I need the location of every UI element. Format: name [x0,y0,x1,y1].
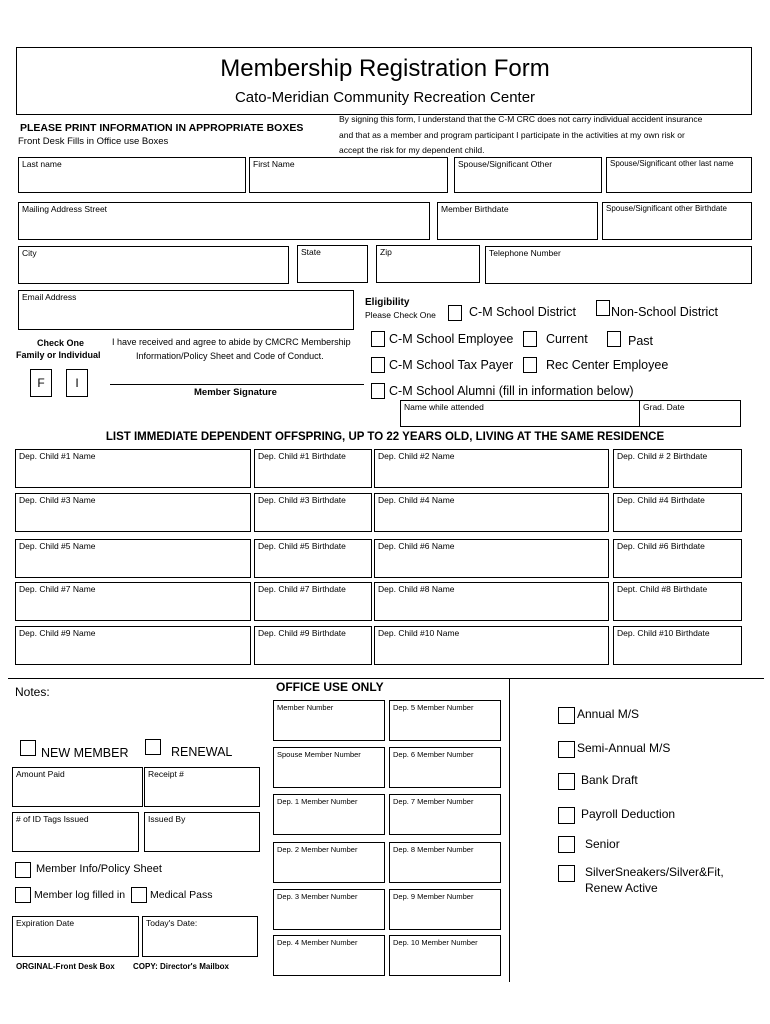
member-number-label: Dep. 5 Member Number [393,703,474,712]
agree-line-1: I have received and agree to abide by CMCRC Membership [112,337,351,347]
spouse-field[interactable] [454,157,602,193]
member-signature-label: Member Signature [194,387,277,398]
page-subtitle: Cato-Meridian Community Recreation Center [234,89,536,106]
medical-pass-checkbox[interactable] [131,887,147,903]
id-tags-field[interactable] [12,812,139,852]
notes-label: Notes: [15,685,50,699]
member-number-field[interactable] [273,889,385,930]
log-filled-checkbox[interactable] [15,887,31,903]
member-number-field[interactable] [273,842,385,883]
member-number-label: Spouse Member Number [277,750,361,759]
dependent-child-name-field[interactable] [374,449,609,488]
alumni-label: C-M School Alumni (fill in information below) [389,384,634,398]
dependent-child-name-field[interactable] [15,626,251,665]
policy-sheet-checkbox[interactable] [15,862,31,878]
member-number-field[interactable] [273,747,385,788]
past-label: Past [628,334,654,348]
family-option-box[interactable]: F [30,369,52,397]
dependent-child-name-field[interactable] [374,493,609,532]
dependent-field-label: Dep. Child #1 Birthdate [258,451,346,461]
school-employee-checkbox[interactable] [371,331,385,347]
waiver-line-3: accept the risk for my dependent child. [339,145,485,155]
new-member-checkbox[interactable] [20,740,36,756]
email-label: Email Address [22,292,77,302]
dependent-child-birthdate-field[interactable] [613,539,742,578]
telephone-label: Telephone Number [489,248,561,258]
non-school-district-checkbox[interactable] [596,300,610,316]
membership-type-checkbox[interactable] [558,836,575,853]
amount-paid-field[interactable] [12,767,143,807]
spouse-last-name-field[interactable] [606,157,752,193]
state-label: State [301,247,321,257]
dependent-child-name-field[interactable] [374,582,609,621]
rec-employee-checkbox[interactable] [523,357,537,373]
membership-type-label: SilverSneakers/Silver&Fit, [585,865,724,879]
dependent-field-label: Dep. Child #8 Name [378,584,455,594]
membership-type-checkbox[interactable] [558,807,575,824]
member-number-label: Dep. 4 Member Number [277,938,358,947]
membership-type-label: Annual M/S [577,707,640,721]
dependent-child-birthdate-field[interactable] [254,626,372,665]
dependent-child-name-field[interactable] [374,626,609,665]
issued-by-field[interactable] [144,812,260,852]
dependent-field-label: Dep. Child #3 Name [19,495,96,505]
telephone-field[interactable] [485,246,752,284]
dependent-child-birthdate-field[interactable] [613,582,742,621]
dependent-field-label: Dept. Child #8 Birthdate [617,584,708,594]
current-label: Current [546,332,588,346]
email-field[interactable] [18,290,354,330]
member-number-field[interactable] [389,842,501,883]
school-district-checkbox[interactable] [448,305,462,321]
dependent-field-label: Dep. Child #3 Birthdate [258,495,346,505]
member-number-label: Dep. 8 Member Number [393,845,474,854]
past-checkbox[interactable] [607,331,621,347]
first-name-field[interactable] [249,157,448,193]
dependent-field-label: Dep. Child #7 Birthdate [258,584,346,594]
dependent-field-label: Dep. Child #2 Name [378,451,455,461]
mailing-address-field[interactable] [18,202,430,240]
city-label: City [22,248,37,258]
receipt-field[interactable] [144,767,260,807]
membership-type-checkbox[interactable] [558,773,575,790]
check-one-label: Check One [37,338,85,348]
mailing-address-label: Mailing Address Street [22,204,108,214]
dependent-child-name-field[interactable] [15,449,251,488]
page-title: Membership Registration Form [220,55,550,82]
membership-type-label: Senior [585,837,620,851]
individual-option-box[interactable]: I [66,369,88,397]
dependent-child-birthdate-field[interactable] [613,626,742,665]
membership-type-label: Bank Draft [581,773,638,787]
new-member-label: NEW MEMBER [41,746,129,760]
issued-by-label: Issued By [148,814,186,824]
membership-type-label: Renew Active [585,881,658,895]
spouse-birthdate-field[interactable] [602,202,752,240]
todays-date-field[interactable] [142,916,258,957]
alumni-checkbox[interactable] [371,383,385,399]
agree-line-2: Information/Policy Sheet and Code of Conduct. [136,351,324,361]
dependent-field-label: Dep. Child #6 Name [378,541,455,551]
membership-type-label: Payroll Deduction [581,807,676,821]
member-number-field[interactable] [389,747,501,788]
member-number-label: Dep. 6 Member Number [393,750,474,759]
dependent-field-label: Dep. Child #4 Name [378,495,455,505]
renewal-checkbox[interactable] [145,739,161,755]
renewal-label: RENEWAL [171,745,233,759]
dependent-field-label: Dep. Child #4 Birthdate [617,495,705,505]
name-while-attended-label: Name while attended [404,402,484,412]
spouse-label: Spouse/Significant Other [458,159,553,169]
membership-type-checkbox[interactable] [558,741,575,758]
membership-type-checkbox[interactable] [558,707,575,724]
office-vertical-divider [509,679,510,982]
waiver-line-2: and that as a member and program participant I participate in the activities at my own risk or [339,130,685,140]
dependent-child-name-field[interactable] [15,493,251,532]
dependent-child-birthdate-field[interactable] [254,582,372,621]
dependents-heading: LIST IMMEDIATE DEPENDENT OFFSPRING, UP TO 22 YEARS OLD, LIVING AT THE SAME RESIDENCE [105,431,665,443]
office-use-title: OFFICE USE ONLY [276,680,384,694]
non-school-district-label: Non-School District [611,305,718,319]
id-tags-label: # of ID Tags Issued [16,814,89,824]
last-name-label: Last name [22,159,62,169]
log-filled-label: Member log filled in [34,889,126,901]
school-district-label: C-M School District [469,305,576,319]
member-number-field[interactable] [389,700,501,741]
family-individual-label: Family or Individual [16,350,101,360]
state-field[interactable] [297,245,368,283]
member-number-label: Dep. 2 Member Number [277,845,358,854]
dependent-field-label: Dep. Child #5 Name [19,541,96,551]
member-number-field[interactable] [389,794,501,835]
dependent-field-label: Dep. Child #10 Name [378,628,460,638]
dependent-field-label: Dep. Child #1 Name [19,451,96,461]
member-birthdate-label: Member Birthdate [441,204,509,214]
member-birthdate-field[interactable] [437,202,598,240]
city-field[interactable] [18,246,289,284]
member-number-label: Dep. 9 Member Number [393,892,474,901]
last-name-field[interactable] [18,157,246,193]
dependent-child-name-field[interactable] [15,539,251,578]
spouse-last-name-label: Spouse/Significant other last name [610,159,734,168]
current-checkbox[interactable] [523,331,537,347]
dependent-field-label: Dep. Child #7 Name [19,584,96,594]
todays-date-label: Today's Date: [146,918,198,928]
member-number-field[interactable] [389,935,501,976]
tax-payer-checkbox[interactable] [371,357,385,373]
dependent-field-label: Dep. Child #9 Name [19,628,96,638]
member-number-label: Dep. 7 Member Number [393,797,474,806]
member-number-field[interactable] [273,935,385,976]
grad-date-label: Grad. Date [643,402,685,412]
member-number-label: Dep. 1 Member Number [277,797,358,806]
zip-label: Zip [380,247,392,257]
spouse-birthdate-label: Spouse/Significant other Birthdate [606,204,727,213]
member-number-field[interactable] [273,700,385,741]
membership-type-checkbox[interactable] [558,865,575,882]
membership-type-label: Semi-Annual M/S [577,741,671,755]
signature-line[interactable] [110,384,364,385]
member-number-field[interactable] [389,889,501,930]
zip-field[interactable] [376,245,480,283]
dependent-field-label: Dep. Child #6 Birthdate [617,541,705,551]
expiration-date-field[interactable] [12,916,139,957]
tax-payer-label: C-M School Tax Payer [389,358,514,372]
dependent-field-label: Dep. Child # 2 Birthdate [617,451,708,461]
member-number-label: Dep. 3 Member Number [277,892,358,901]
dependent-child-birthdate-field[interactable] [613,449,742,488]
receipt-label: Receipt # [148,769,184,779]
dependent-child-birthdate-field[interactable] [254,449,372,488]
medical-pass-label: Medical Pass [150,889,213,901]
first-name-label: First Name [253,159,295,169]
expiration-date-label: Expiration Date [16,918,75,928]
amount-paid-label: Amount Paid [16,769,65,779]
front-desk-note: Front Desk Fills in Office use Boxes [18,136,169,147]
dependent-child-birthdate-field[interactable] [613,493,742,532]
waiver-line-1: By signing this form, I understand that the C-M CRC does not carry individual accident insurance [339,114,703,124]
member-number-field[interactable] [273,794,385,835]
dependent-field-label: Dep. Child #5 Birthdate [258,541,346,551]
print-instructions: PLEASE PRINT INFORMATION IN APPROPRIATE BOXES [20,122,304,134]
rec-employee-label: Rec Center Employee [546,358,669,372]
policy-sheet-label: Member Info/Policy Sheet [36,863,162,875]
office-separator-line [8,678,764,679]
dependent-child-name-field[interactable] [374,539,609,578]
eligibility-title: Eligibility [365,297,410,308]
grad-date-field[interactable] [639,400,741,427]
dependent-child-birthdate-field[interactable] [254,539,372,578]
dependent-field-label: Dep. Child #10 Birthdate [617,628,710,638]
copy-note: COPY: Director's Mailbox [133,962,229,971]
eligibility-check-one: Please Check One [365,310,436,320]
original-note: ORGINAL-Front Desk Box [16,962,115,971]
dependent-child-name-field[interactable] [15,582,251,621]
school-employee-label: C-M School Employee [389,332,514,346]
member-number-label: Dep. 10 Member Number [393,938,478,947]
name-while-attended-field[interactable] [400,400,640,427]
member-number-label: Member Number [277,703,334,712]
dependent-child-birthdate-field[interactable] [254,493,372,532]
dependent-field-label: Dep. Child #9 Birthdate [258,628,346,638]
